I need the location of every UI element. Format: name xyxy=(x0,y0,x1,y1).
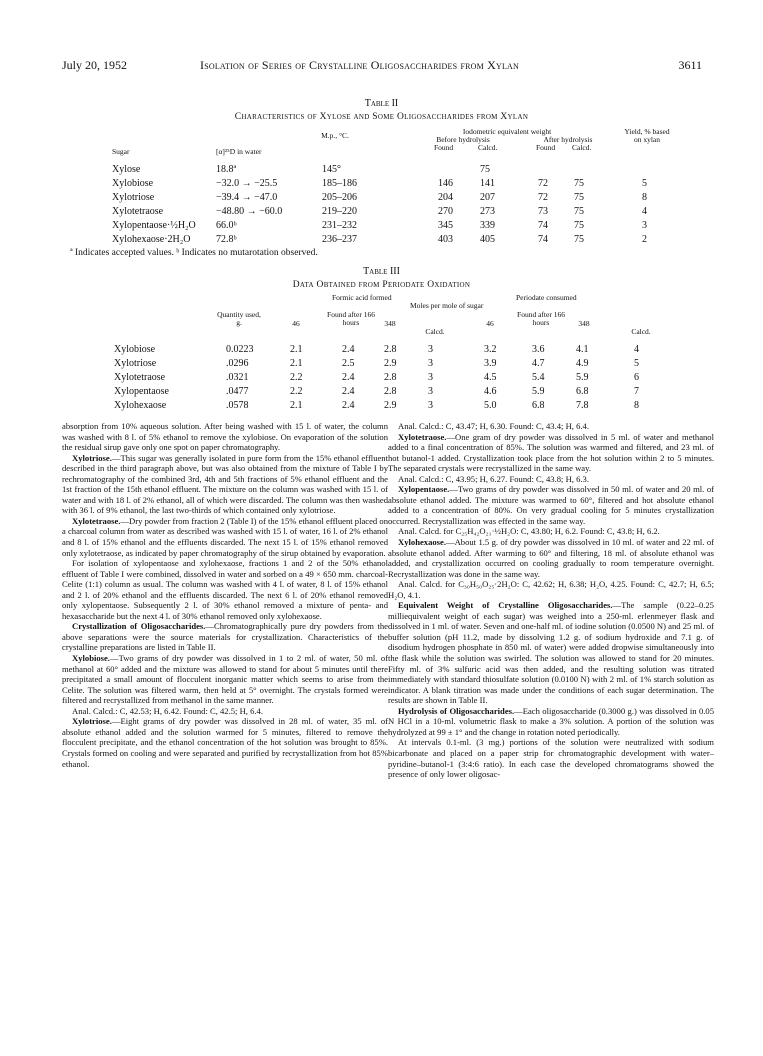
table3-cell-b2: 5.4 xyxy=(532,372,545,383)
paragraph xyxy=(388,537,714,579)
table3-header-found-after-b: Found after 166 hours xyxy=(517,310,565,327)
table3-row xyxy=(114,344,674,356)
table2-cell-sugar: Xylotriose xyxy=(112,192,155,203)
paragraph xyxy=(388,526,714,537)
paragraph xyxy=(62,421,388,453)
table3-cell-b2: 5.9 xyxy=(532,386,545,397)
table2-cell-mp: 145° xyxy=(322,164,341,175)
paragraph xyxy=(62,516,388,558)
table2-cell-c2: 75 xyxy=(574,234,584,245)
table3-cell-a1: 2.2 xyxy=(290,386,303,397)
table2-header-calcd1: Calcd. xyxy=(478,143,498,152)
table3-cell-b3: 7.8 xyxy=(576,400,589,411)
table2-cell-c1: 405 xyxy=(480,234,495,245)
table2-row xyxy=(112,192,672,204)
table2-cell-y: 5 xyxy=(642,178,647,189)
paragraph-text: —The sample (0.22–0.25 milliequivalent weight of each sugar) was weighed into a 250-ml. erlenmeyer flask and dissolved in 1 ml. of water. Seven and one-half ml. of iodine solution (0.0500 N) and 25 ml. of buffer solution (pH 11.2, made by dissolving 1.2 g. of sodium hydroxide and 7.1 g. of disodium hydrogen phosphate in 850 ml. of water) were added dropwise simultaneously into the flask while the solution was swirled. The solution was allowed to stand for 20 minutes. Fifty ml. of 3% sulfuric acid was then added, and the resulting solution was titrated immediately with standard thiosulfate solution (0.0100 N) with 2 ml. of 1% starch solution as indicator. A blank titration was made under the conditions of each sugar determination. The results are shown in Table II. xyxy=(388,600,714,706)
table3-row xyxy=(114,372,674,384)
paragraph xyxy=(62,716,388,769)
paragraph xyxy=(62,621,388,653)
table2-cell-c1: 207 xyxy=(480,192,495,203)
table2-cell-rot: 18.8ª xyxy=(216,164,237,175)
table3-header-periodate: Periodate consumed xyxy=(516,293,577,302)
table3-cell-a3: 2.8 xyxy=(384,386,397,397)
table3-cell-b2: 6.8 xyxy=(532,400,545,411)
table3-cell-bc: 6 xyxy=(634,372,639,383)
table3-cell-bc: 4 xyxy=(634,344,639,355)
table3-cell-b1: 3.2 xyxy=(484,344,497,355)
table2-cell-rot: 72.8ᵇ xyxy=(216,234,237,245)
table3-cell-b1: 5.0 xyxy=(484,400,497,411)
table3-cell-a2: 2.4 xyxy=(342,372,355,383)
table3-cell-a2: 2.4 xyxy=(342,344,355,355)
paragraph xyxy=(62,653,388,706)
table3-cell-a2: 2.5 xyxy=(342,358,355,369)
table3-row xyxy=(114,358,674,370)
table2-header-found1: Found xyxy=(434,143,454,152)
running-head-title: Isolation of Series of Crystalline Oligosaccharides from Xylan xyxy=(200,58,520,72)
table3-cell-q: .0296 xyxy=(226,358,249,369)
table3-cell-a3: 2.9 xyxy=(384,358,397,369)
table2-cell-c2: 75 xyxy=(574,192,584,203)
paragraph-text: Anal. Calcd. for C₂₅H₄₂O₂₁·½H₂O: C, 43.80; H, 6.2. Found: C, 43.8; H, 6.2. xyxy=(398,526,660,537)
paragraph-text: —Dry powder from fraction 2 (Table I) of the 15% ethanol effluent placed on a charcoal column from water as described was washed with 15 l. of water, 16 l. of 2% ethanol and 8 l. of 15% ethanol and the effluents discarded. The next 15 l. of 15% ethanol removed only xylotetraose, as indicated by paper chromatography of the sirup obtained by evaporation. xyxy=(62,515,388,558)
table2-cell-rot: −48.80 → −60.0 xyxy=(216,206,283,217)
paragraph-text: For isolation of xylopentaose and xylohexaose, fractions 1 and 2 of the 50% ethanol effluent of Table I were combined, dissolved in water and sorbed on a 49 × 650 mm. charcoal-Celite (1:1) column as usual. The column was washed with 4 l. of water, 8 l. of 15% ethanol and 2 l. of 20% ethanol and the effluents discarded. The next 6 l. of 20% ethanol removed only xylopentaose. Subsequently 2 l. of 30% ethanol removed a mixture of penta- and hexasaccharide but the next 4 l. of 30% ethanol removed only xylohexaose. xyxy=(62,558,388,621)
table2-caption: Characteristics of Xylose and Some Oligosaccharides from Xylan xyxy=(234,112,529,122)
table3-row xyxy=(114,400,674,412)
table3-row xyxy=(114,386,674,398)
table2-cell-sugar: Xylohexaose·2H₂O xyxy=(112,234,191,245)
paragraph-text: —One gram of dry powder was dissolved in 5 ml. of water and methanol added to a final concentration of 85%. The solution was warmed and filtered, and 23 ml. of hot butanol-1 added. Crystallization took place from the hot solution within 2 to 5 minutes. The separated crystals were recrystallized in the same way. xyxy=(388,431,714,474)
table2-cell-rot: −32.0 → −25.5 xyxy=(216,178,278,189)
table2-header-iodo: Iodometric equivalent weight xyxy=(462,127,552,136)
table2-cell-f1: 146 xyxy=(438,178,453,189)
table3-cell-a1: 2.1 xyxy=(290,344,303,355)
right-column xyxy=(388,421,714,780)
table3-cell-q: .0321 xyxy=(226,372,249,383)
table3-cell-a2: 2.4 xyxy=(342,386,355,397)
paragraph xyxy=(388,737,714,779)
paragraph-heading: Xylobiose. xyxy=(72,653,110,664)
table2-cell-sugar: Xylobiose xyxy=(112,178,154,189)
paragraph-text: —Eight grams of dry powder was dissolved in 28 ml. of water, 35 ml. of absolute ethanol added and the solution warmed for 5 minutes, filtered to remove the flocculent precipitate, and the ethanol concentration of the hot solution was brought to 85%. Crystals formed on cooling and were separated and purified by recrystallization from hot 85% ethanol. xyxy=(62,716,388,769)
table2-cell-mp: 231–232 xyxy=(322,220,357,231)
table3-cell-sugar: Xylotetraose xyxy=(114,372,166,383)
paragraph-text: —Chromatographically pure dry powders from the above separations were the source materials for crystallization. Characteristics of the crystalline preparations are listed in Table II. xyxy=(62,621,388,653)
paragraph-heading: Xylohexaose. xyxy=(398,537,446,548)
table2-header-mp: M.p., °C. xyxy=(321,131,349,140)
table3-cell-ac: 3 xyxy=(428,400,433,411)
paragraph xyxy=(62,558,388,621)
table3-cell-sugar: Xylotriose xyxy=(114,358,157,369)
table2-row xyxy=(112,206,672,218)
table3-cell-b3: 6.8 xyxy=(576,386,589,397)
table3-cell-bc: 7 xyxy=(634,386,639,397)
page-number: 3611 xyxy=(678,58,702,72)
table3-cell-ac: 3 xyxy=(428,358,433,369)
paragraph-text: Anal. Calcd.: C, 43.47; H, 6.30. Found: C, 43.4; H, 6.4. xyxy=(398,421,589,431)
paragraph xyxy=(388,706,714,738)
paragraph xyxy=(388,579,714,600)
paragraph xyxy=(388,484,714,526)
table3-cell-b1: 3.9 xyxy=(484,358,497,369)
paragraph-text: —Two grams of dry powder was dissolved in 50 ml. of water and 20 ml. of absolute ethanol added. The mixture was warmed to 60°, filtered and hot absolute ethanol added to a concentration of 80%. On very gradual cooling for 5 minutes crystallization occurred. Recrystallization was effected in the same way. xyxy=(388,484,714,526)
paragraph-text: Anal. Calcd.: C, 42.53; H, 6.42. Found: C, 42.5; H, 6.4. xyxy=(72,705,263,716)
paragraph-text: —This sugar was generally isolated in pure form from the 15% ethanol effluent described in the third paragraph above, but was also obtained from the mixture of Table I by rechromatography of the combined 3rd, 4th and 5th fractions of 5% ethanol effluent and the 1st fraction of the 15th ethanol effluent. The mixture on the column was washed with 15 l. of water and with 18 l. of 2% ethanol, all of which were discarded. The column was then washed with 36 l. of 9% ethanol, the last two-thirds of which contained only xylotriose. xyxy=(62,452,388,516)
table3-cell-b1: 4.5 xyxy=(484,372,497,383)
table3-cell-a1: 2.2 xyxy=(290,372,303,383)
table2-cell-f2: 72 xyxy=(538,192,548,203)
table2-header-sugar: Sugar xyxy=(112,147,130,156)
table3-cell-q: .0477 xyxy=(226,386,249,397)
table2-cell-y: 2 xyxy=(642,234,647,245)
table2-cell-f1: 204 xyxy=(438,192,453,203)
table3-cell-ac: 3 xyxy=(428,386,433,397)
table2-cell-y: 8 xyxy=(642,192,647,203)
table3-header-46b: 46 xyxy=(486,319,494,328)
table3-header-348a: 348 xyxy=(384,319,396,328)
table3-header-calcd-a: Calcd. xyxy=(425,327,445,336)
table2-cell-f2: 72 xyxy=(538,178,548,189)
running-head-date: July 20, 1952 xyxy=(62,58,128,72)
paragraph-text: absorption from 10% aqueous solution. After being washed with 15 l. of water, the column was washed with 8 l. of 5% ethanol to remove the xylobiose. On evaporation of the solution the residual sirup gave only one spot on paper chromatography. xyxy=(62,421,388,453)
paragraph-text: Anal. Calcd.: C, 43.95; H, 6.27. Found: C, 43.8; H, 6.3. xyxy=(398,473,589,484)
paragraph xyxy=(388,421,714,432)
table3-cell-q: .0578 xyxy=(226,400,249,411)
table2-cell-f2: 74 xyxy=(538,220,548,231)
table2-cell-mp: 185–186 xyxy=(322,178,357,189)
table2-cell-sugar: Xylotetraose xyxy=(112,206,164,217)
paragraph-heading: Crystallization of Oligosaccharides. xyxy=(72,621,206,632)
table3-header-formic: Formic acid formed xyxy=(332,293,392,302)
table2-header-yield: Yield, % based on xylan xyxy=(624,127,670,144)
paragraph xyxy=(388,432,714,474)
table3-cell-a1: 2.1 xyxy=(290,358,303,369)
paragraph-heading: Xylotetraose. xyxy=(72,515,121,526)
table2-cell-rot: −39.4 → −47.0 xyxy=(216,192,278,203)
paragraph-heading: Xylotriose. xyxy=(72,452,112,463)
table3-header-calcd-b: Calcd. xyxy=(631,327,651,336)
table3-header-348b: 348 xyxy=(578,319,590,328)
table3-caption: Data Obtained from Periodate Oxidation xyxy=(292,280,471,290)
table2-cell-mp: 219–220 xyxy=(322,206,357,217)
table2-cell-mp: 236–237 xyxy=(322,234,357,245)
paragraph-text: Anal. Calcd. for C₃₀H₅₀O₂₅·2H₂O: C, 42.62; H, 6.38; H₂O, 4.25. Found: C, 42.7; H, 6.5; H₂O, 4.1. xyxy=(388,579,714,600)
table2-cell-f2: 73 xyxy=(538,206,548,217)
paragraph-text: At intervals 0.1-ml. (3 mg.) portions of the solution were neutralized with sodium bicarbonate and placed on a paper strip for chromatographic development with water–pyridine–butanol-1 (3:4:6 ratio). In each case the developed chromatograms showed the presence of only lower oligosac- xyxy=(388,737,714,780)
paragraph-text: —Two grams of dry powder was dissolved in 1 to 2 ml. of water, 50 ml. of methanol at 60° added and the mixture was allowed to stand for about 5 minutes until there precipitated a small amount of flocculent inorganic matter which seems to arise from the Celite. The solution was filtered warm, then held at 5° overnight. The crystals formed were filtered and recrystallized from methanol in the same manner. xyxy=(62,653,388,706)
table2-header-found2: Found xyxy=(536,143,556,152)
table3-cell-sugar: Xylopentaose xyxy=(114,386,169,397)
table2-cell-y: 4 xyxy=(642,206,647,217)
table3-cell-a1: 2.1 xyxy=(290,400,303,411)
table2-cell-y: 3 xyxy=(642,220,647,231)
table3-cell-b2: 3.6 xyxy=(532,344,545,355)
table2-cell-mp: 205–206 xyxy=(322,192,357,203)
table3-header-moles: Moles per mole of sugar xyxy=(410,301,484,310)
paragraph-heading: Equivalent Weight of Crystalline Oligosaccharides. xyxy=(398,600,613,611)
paragraph-text: —About 1.5 g. of dry powder was dissolved in 10 ml. of water and 22 ml. of absolute ethanol added. After warming to 60° and filtering, 18 ml. of absolute ethanol was added, and crystallization occurred on cooling gradually to room temperature overnight. Recrystallization was done in the same way. xyxy=(388,537,714,579)
table3-cell-b3: 4.9 xyxy=(576,358,589,369)
table3-cell-ac: 3 xyxy=(428,372,433,383)
table2-cell-c2: 75 xyxy=(574,220,584,231)
table3-label: Table III xyxy=(363,266,400,277)
table2-cell-c1: 339 xyxy=(480,220,495,231)
paragraph-text: —Each oligosaccharide (0.3000 g.) was dissolved in 0.05 N HCl in a 10-ml. volumetric flask to make a 3% solution. A portion of the solution was hydrolyzed at 99 ± 1° and the change in rotation noted periodically. xyxy=(388,705,715,737)
table3-cell-q: 0.0223 xyxy=(226,344,254,355)
table2-cell-sugar: Xylopentaose·½H₂O xyxy=(112,220,196,231)
table3-cell-a2: 2.4 xyxy=(342,400,355,411)
table2-cell-c1: 141 xyxy=(480,178,495,189)
table3-cell-b1: 4.6 xyxy=(484,386,497,397)
paragraph xyxy=(62,453,388,516)
table3-cell-b3: 5.9 xyxy=(576,372,589,383)
table3-cell-a3: 2.8 xyxy=(384,344,397,355)
table2-cell-rot: 66.0ᵇ xyxy=(216,220,237,231)
table2-cell-c1: 273 xyxy=(480,206,495,217)
paragraph xyxy=(62,706,388,717)
left-column xyxy=(62,421,388,769)
table3-cell-sugar: Xylobiose xyxy=(114,344,156,355)
table2-cell-f1: 403 xyxy=(438,234,453,245)
table2-header-rotation: [α]²⁵D in water xyxy=(216,147,262,156)
table3-cell-b2: 4.7 xyxy=(532,358,545,369)
table2-label: Table II xyxy=(364,98,399,109)
paragraph-heading: Xylotriose. xyxy=(72,716,112,727)
table2-row xyxy=(112,220,672,232)
table3-cell-bc: 8 xyxy=(634,400,639,411)
table3-header-quantity: Quantity used, g. xyxy=(217,310,261,327)
table2-cell-f1: 345 xyxy=(438,220,453,231)
table2-footnote: ª Indicates accepted values. ᵇ Indicates no mutarotation observed. xyxy=(70,248,318,258)
running-head xyxy=(62,58,702,72)
table2-row xyxy=(112,178,672,190)
paragraph-heading: Xylopentaose. xyxy=(398,484,450,495)
table2-cell-f1: 270 xyxy=(438,206,453,217)
table2-row xyxy=(112,164,672,176)
table2-cell-c2: 75 xyxy=(574,178,584,189)
table2-cell-f2: 74 xyxy=(538,234,548,245)
table3-cell-sugar: Xylohexaose xyxy=(114,400,167,411)
table3-cell-b3: 4.1 xyxy=(576,344,589,355)
table2-cell-sugar: Xylose xyxy=(112,164,141,175)
table3-cell-a3: 2.8 xyxy=(384,372,397,383)
table2-cell-c1: 75 xyxy=(480,164,490,175)
table2-header-after: After hydrolysis xyxy=(543,135,593,144)
table3-header-found-after-a: Found after 166 hours xyxy=(327,310,375,327)
table3-cell-ac: 3 xyxy=(428,344,433,355)
table3-cell-a3: 2.9 xyxy=(384,400,397,411)
paragraph xyxy=(388,600,714,705)
table2-header-before: Before hydrolysis xyxy=(436,135,490,144)
table3-header-46a: 46 xyxy=(292,319,300,328)
table2-cell-c2: 75 xyxy=(574,206,584,217)
table3-cell-bc: 5 xyxy=(634,358,639,369)
paragraph-heading: Hydrolysis of Oligosaccharides. xyxy=(398,705,515,716)
paragraph-heading: Xylotetraose. xyxy=(398,431,447,442)
table2-row xyxy=(112,234,672,246)
paragraph xyxy=(388,474,714,485)
table2-header-calcd2: Calcd. xyxy=(572,143,592,152)
